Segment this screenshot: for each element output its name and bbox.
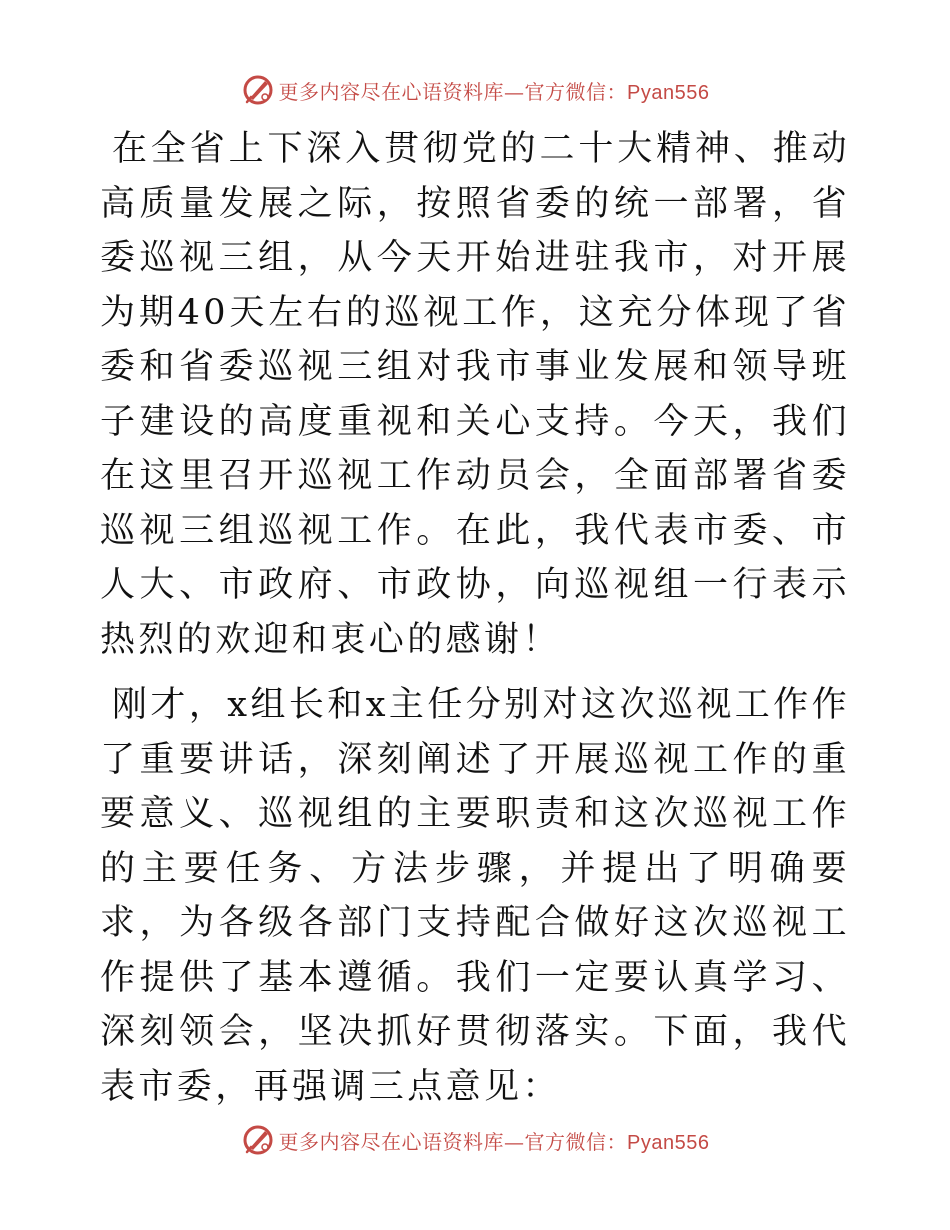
watermark-text: 更多内容尽在心语资料库—官方微信： <box>278 1129 628 1154</box>
header-watermark <box>0 70 950 110</box>
quill-logo-icon <box>241 73 275 107</box>
watermark-text: 更多内容尽在心语资料库—官方微信： <box>278 79 628 104</box>
paragraph-1: 在全省上下深入贯彻党的二十大精神、推动高质量发展之际，按照省委的统一部署，省委巡视三组，从今天开始进驻我市，对开展为期40天左右的巡视工作，这充分体现了省委和省委巡视三组对我市事业发展和领导班子建设的高度重视和关心支持。今天，我们在这里召开巡视工作动员会，全面部署省委巡视三组巡视工作。在此，我代表市委、市人大、市政府、市政协，向巡视组一行表示热烈的欢迎和衷心的感谢！ <box>100 129 850 660</box>
paragraph-2: 刚才，x组长和x主任分别对这次巡视工作作了重要讲话，深刻阐述了开展巡视工作的重要意义、巡视组的主要职责和这次巡视工作的主要任务、方法步骤，并提出了明确要求，为各级各部门支持配合做好这次巡视工作提供了基本遵循。我们一定要认真学习、深刻领会，坚决抓好贯彻落实。下面，我代表市委，再强调三点意见： <box>100 685 850 1107</box>
wechat-id: Pyan556 <box>627 81 710 104</box>
footer-watermark <box>0 1120 950 1160</box>
document-body <box>100 122 850 1114</box>
quill-logo-icon <box>241 1123 275 1157</box>
wechat-id: Pyan556 <box>627 1131 710 1154</box>
